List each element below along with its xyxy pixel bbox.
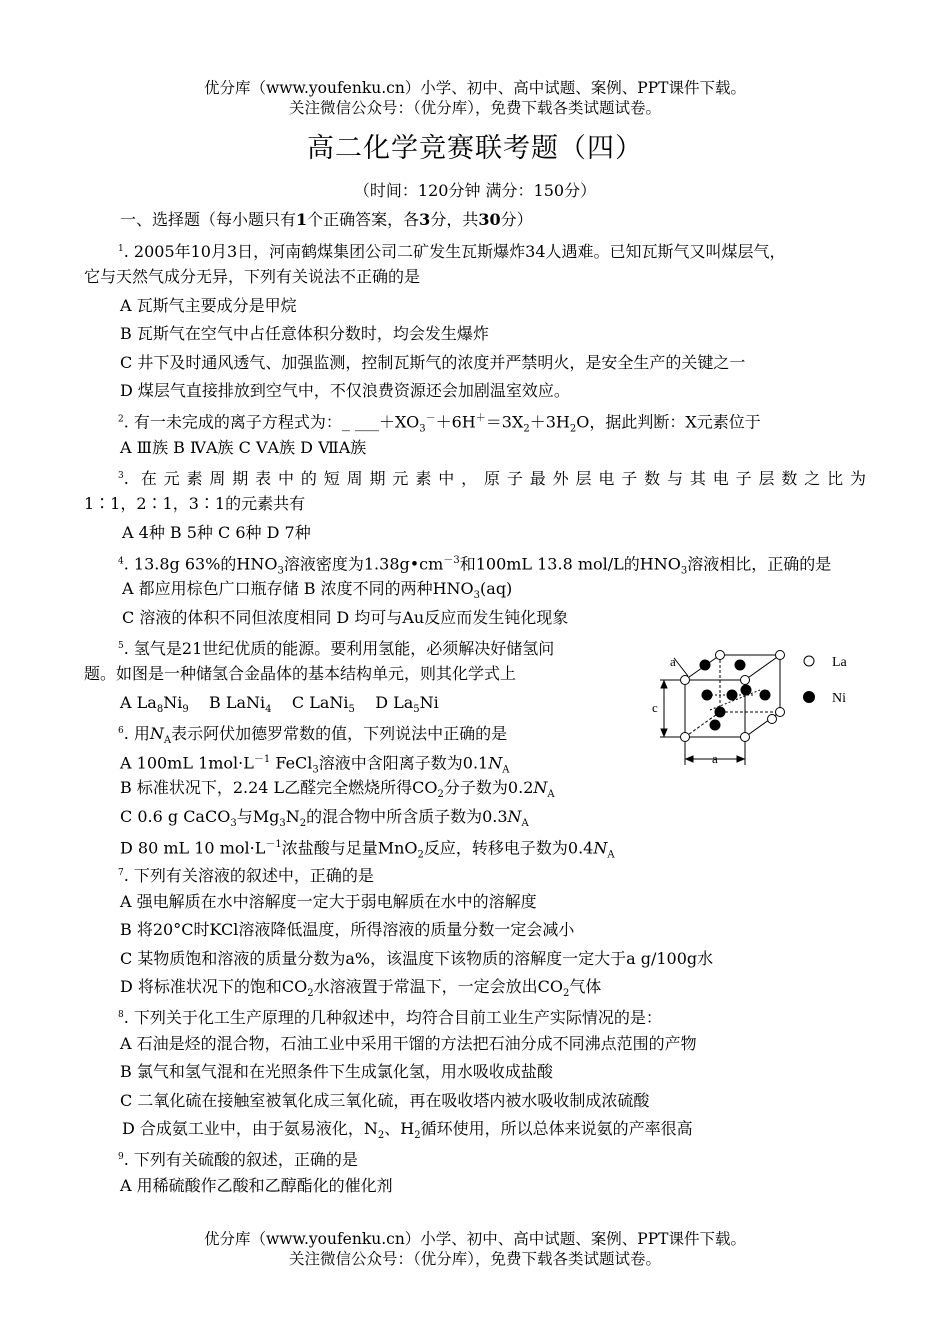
legend-ni-label: Ni — [832, 691, 846, 706]
q5-options: A $La_8Ni_9$ B LaNi$_4$ C LaNi$_5$ D $La_5Ni$ — [120, 693, 439, 716]
la-atom — [681, 676, 690, 685]
label-c: c — [652, 700, 658, 715]
q3-options: A 4种 B 5种 C 6种 D 7种 — [122, 523, 311, 542]
q6-option-c: C 0.6 g CaCO$_3$与$Mg_3N_2$的混合物中所含质子数为$0.3N_A$ — [120, 807, 529, 830]
label-a-top: a — [670, 654, 676, 669]
q1-option-b: B 瓦斯气在空气中占任意体积分数时，均会发生爆炸 — [120, 324, 489, 343]
q4-options-cd: C 溶液的体积不同但浓度相同 D 均可与Au反应而发生钝化现象 — [122, 608, 569, 627]
section-heading: 一、选择题（每小题只有1个正确答案，各3分，共30分） — [120, 210, 533, 229]
header-line-2: 关注微信公众号：（优分库），免费下载各类试题试卷。 — [288, 99, 661, 117]
q1-option-c: C 井下及时通风透气、加强监测，控制瓦斯气的浓度并严禁明火，是安全生产的关键之一 — [120, 353, 746, 372]
q9-option-a: A 用稀硫酸作乙酸和乙醇酯化的催化剂 — [120, 1176, 393, 1195]
la-atom — [741, 733, 750, 742]
q2-options: A Ⅲ族 B ⅣA族 C ⅤA族 D ⅦA族 — [120, 438, 367, 457]
q4-options-ab: A 都应用棕色广口瓶存储 B 浓度不同的两种$HNO_3(aq)$ — [122, 579, 513, 602]
la-atom — [716, 651, 725, 660]
la-atom — [681, 733, 690, 742]
footer-line-2: 关注微信公众号：（优分库），免费下载各类试题试卷。 — [288, 1250, 661, 1268]
q7-stem: $^7$. 下列有关溶液的叙述中，正确的是 — [118, 866, 374, 885]
c-dimension — [660, 680, 680, 737]
q2-stem: $^2$. 有一未完成的离子方程式为：_ $\_\_\_+XO_3^-+6H^+=3X_2+3H_2O$，据此判断：X元素位于 — [118, 412, 761, 435]
ni-atom — [700, 660, 711, 671]
q7-option-b: B 将20°C时KCl溶液降低温度，所得溶液的质量分数一定会减小 — [120, 920, 575, 939]
q6-option-d: D 80 mL 10 $mol\cdot L^{-1}$浓盐酸与足量MnO$_2$反应，转移电子数为$0.4N_A$ — [120, 838, 615, 861]
q7-option-a: A 强电解质在水中溶解度一定大于弱电解质在水中的溶解度 — [120, 892, 537, 911]
q1-stem-line-1: $^1$. 2005年10月3日，河南鹤煤集团公司二矿发生瓦斯爆炸34人遇难。已知瓦斯气又叫煤层气， — [118, 242, 786, 261]
q7-option-d: D 将标准状况下的饱和$CO_2$水溶液置于常温下，一定会放出$CO_2$气体 — [120, 977, 602, 1000]
ni-atoms — [700, 660, 771, 731]
q8-option-c: C 二氧化硫在接触室被氧化成三氧化硫，再在吸收塔内被水吸收制成浓硫酸 — [120, 1091, 650, 1110]
ni-atom — [727, 690, 738, 701]
footer-line-1: 优分库（www.youfenku.cn）小学、初中、高中试题、案例、PPT课件下载。 — [203, 1230, 747, 1248]
la-atom — [741, 676, 750, 685]
q9-stem: $^9$. 下列有关硫酸的叙述，正确的是 — [118, 1150, 358, 1169]
q8-option-a: A 石油是烃的混合物，石油工业中采用干馏的方法把石油分成不同沸点范围的产物 — [120, 1034, 697, 1053]
q6-option-a: A 100mL $1mol\cdot L^{-1}$ FeCl$_3$溶液中含阳离子数为$0.1N_A$ — [120, 753, 510, 776]
q6-stem: $^6$. 用$N_A$表示阿伏加德罗常数的值，下列说法中正确的是 — [118, 724, 508, 747]
q4-stem: $^4$. 13.8g 63%的$HNO_3$溶液密度为$1.38g•cm^{-3}$和100mL 13.8 mol/L的$HNO_3$溶液相比，正确的是 — [118, 554, 832, 577]
header-line-1: 优分库（www.youfenku.cn）小学、初中、高中试题、案例、PPT课件下载。 — [203, 79, 747, 97]
ni-atom — [710, 720, 721, 731]
ni-atom — [715, 707, 726, 718]
q8-option-d: D 合成氨工业中，由于氨易液化，$N_2$、$H_2$循环使用，所以总体来说氨的产率很高 — [122, 1119, 693, 1142]
q1-option-d: D 煤层气直接排放到空气中，不仅浪费资源还会加剧温室效应。 — [120, 381, 570, 400]
ni-atom — [702, 690, 713, 701]
la-atom — [776, 708, 785, 717]
page-title: 高二化学竞赛联考题（四） — [307, 133, 643, 164]
a-dimension-top — [674, 658, 688, 676]
la-atom — [768, 715, 777, 724]
q8-stem: $^8$. 下列关于化工生产原理的几种叙述中，均符合目前工业生产实际情况的是： — [118, 1008, 662, 1027]
q5-stem-line-2: 题。如图是一种储氢合金晶体的基本结构单元，则其化学式上 — [84, 664, 517, 683]
ni-atom — [741, 685, 752, 696]
q7-option-c: C 某物质饱和溶液的质量分数为a%，该温度下该物质的溶解度一定大于a g/100g水 — [120, 949, 714, 968]
label-a-bottom: a — [712, 751, 718, 766]
legend-la-marker — [804, 656, 814, 666]
legend-ni-marker — [803, 691, 815, 703]
ni-atom — [735, 660, 746, 671]
q1-option-a: A 瓦斯气主要成分是甲烷 — [120, 296, 297, 315]
q1-stem-line-2: 它与天然气成分无异，下列有关说法不正确的是 — [84, 267, 421, 286]
q3-stem-line-2: 1∶1，2∶1，3∶1的元素共有 — [84, 494, 306, 513]
legend-la-label: La — [832, 655, 847, 670]
exam-info: （时间：120分钟 满分：150分） — [353, 181, 597, 200]
la-atom — [776, 651, 785, 660]
q8-option-b: B 氯气和氢气混和在光照条件下生成氯化氢，用水吸收成盐酸 — [120, 1062, 553, 1081]
ni-atom — [760, 690, 771, 701]
q3-stem-line-1: $^3$. 在元素周期表中的短周期元素中，原子最外层电子数与其电子层数之比为 — [118, 469, 866, 488]
crystal-structure-figure — [650, 640, 870, 770]
q5-stem-line-1: $^5$. 氢气是21世纪优质的能源。要利用氢能，必须解决好储氢问 — [118, 639, 555, 658]
q6-option-b: B 标准状况下，2.24 L乙醛完全燃烧所得$CO_2$分子数为$0.2N_A$ — [120, 778, 555, 801]
